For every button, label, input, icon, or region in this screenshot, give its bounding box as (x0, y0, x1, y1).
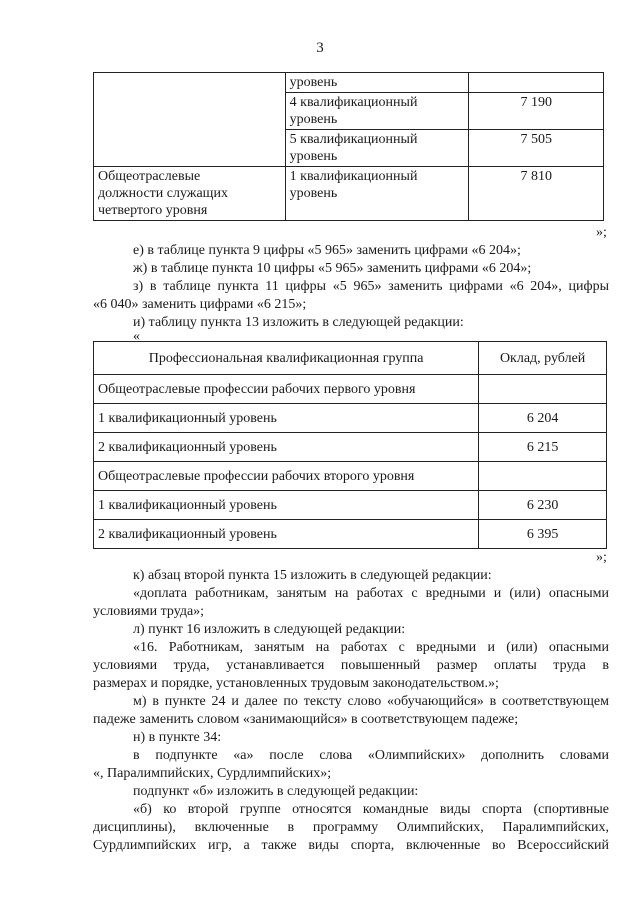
paragraph-m-line2: падеже заменить словом «занимающийся» в соответствующем падеже; (93, 712, 519, 727)
level-cell: 4 квалификационный уровень (285, 93, 469, 130)
row-label: 1 квалификационный уровень (94, 404, 479, 433)
table-row (94, 433, 607, 462)
row-value (479, 462, 607, 491)
table-row (94, 404, 607, 433)
row-value: 6 395 (479, 520, 607, 549)
paragraph-k-quote-line2: условиями труда»; (93, 604, 205, 619)
table-row (94, 375, 607, 404)
paragraph-z-line1: з) в таблице пункта 11 цифры «5 965» заменить цифрами «6 204», цифры (133, 279, 609, 294)
row-label: 2 квалификационный уровень (94, 433, 479, 462)
header-salary: Оклад, рублей (479, 342, 607, 375)
table-header-row (94, 342, 607, 375)
paragraph-l-quote-line2: условиями труда, устанавливается повышенный размер оплаты труда в (93, 658, 609, 673)
row-label: 1 квалификационный уровень (94, 491, 479, 520)
value-cell: 7 505 (469, 130, 604, 167)
paragraph-n-b-line1: «б) ко второй группе относятся командные виды спорта (спортивные (133, 802, 609, 817)
group-cell (94, 73, 286, 167)
closing-quote: »; (596, 550, 607, 565)
paragraph-k: к) абзац второй пункта 15 изложить в следующей редакции: (133, 568, 492, 583)
table-row (94, 491, 607, 520)
value-cell: 7 190 (469, 93, 604, 130)
row-value: 6 230 (479, 491, 607, 520)
value-cell: 7 810 (469, 167, 604, 221)
paragraph-z-line2: «6 040» заменить цифрами «6 215»; (93, 297, 307, 312)
row-label: 2 квалификационный уровень (94, 520, 479, 549)
paragraph-m-line1: м) в пункте 24 и далее по тексту слово «обучающийся» в соответствующем (133, 694, 609, 709)
row-value: 6 215 (479, 433, 607, 462)
header-group: Профессиональная квалификационная группа (94, 342, 479, 375)
paragraph-e: е) в таблице пункта 9 цифры «5 965» заменить цифрами «6 204»; (133, 243, 521, 258)
table-row (94, 520, 607, 549)
paragraph-zh: ж) в таблице пункта 10 цифры «5 965» заменить цифрами «6 204»; (133, 261, 532, 276)
page-number: 3 (316, 40, 324, 56)
paragraph-k-quote-line1: «доплата работникам, занятым на работах с вредными и (или) опасными (133, 586, 609, 601)
table-row (94, 167, 604, 221)
table-row (94, 462, 607, 491)
paragraph-l-quote-line1: «16. Работникам, занятым на работах с вредными и (или) опасными (133, 640, 609, 655)
paragraph-i: и) таблицу пункта 13 изложить в следующей редакции: (133, 315, 464, 330)
level-cell: уровень (285, 73, 469, 93)
row-label: Общеотраслевые профессии рабочих второго уровня (94, 462, 479, 491)
level-cell: 5 квалификационный уровень (285, 130, 469, 167)
value-cell (469, 73, 604, 93)
open-quote: « (133, 329, 140, 344)
closing-quote: »; (596, 225, 607, 240)
paragraph-n-a-line2: «, Паралимпийских, Сурдлимпийских»; (93, 766, 332, 781)
salary-table (93, 341, 607, 549)
table-row (94, 73, 604, 93)
continuation-table (93, 72, 604, 221)
paragraph-n-b: подпункт «б» изложить в следующей редакции: (133, 784, 419, 799)
paragraph-n: н) в пункте 34: (133, 730, 222, 745)
paragraph-l: л) пункт 16 изложить в следующей редакции: (133, 622, 406, 637)
level-cell: 1 квалификационный уровень (285, 167, 469, 221)
paragraph-n-b-line2: дисциплины), включенные в программу Олимпийских, Паралимпийских, (93, 820, 609, 835)
row-value (479, 375, 607, 404)
row-label: Общеотраслевые профессии рабочих первого уровня (94, 375, 479, 404)
group-cell: Общеотраслевые должности служащих четвертого уровня (94, 167, 286, 221)
paragraph-n-a-line1: в подпункте «а» после слова «Олимпийских» дополнить словами (133, 748, 609, 763)
paragraph-l-quote-line3: размерах и порядке, установленных трудовым законодательством.»; (93, 676, 499, 691)
paragraph-n-b-line3: Сурдлимпийских игр, а также виды спорта, включенные во Всероссийский (93, 838, 609, 853)
row-value: 6 204 (479, 404, 607, 433)
